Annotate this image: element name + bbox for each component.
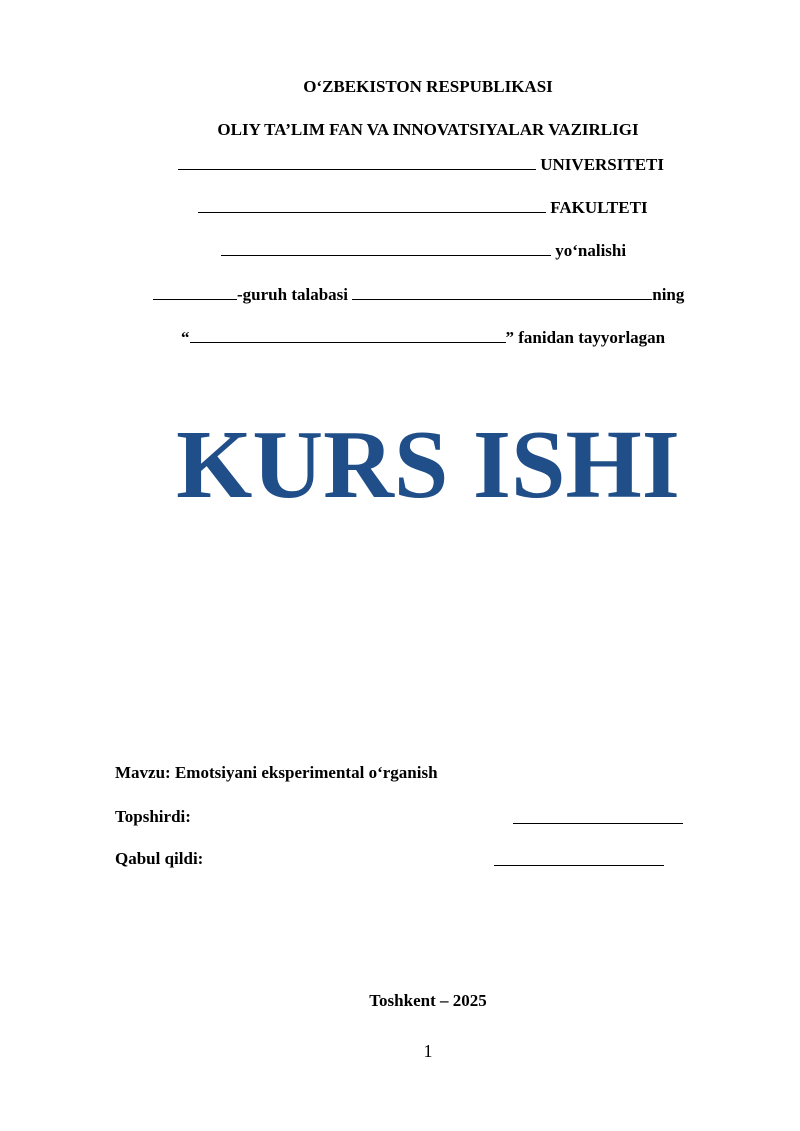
subject-open-quote: “ xyxy=(181,328,190,347)
document-title: KURS ISHI xyxy=(176,411,680,519)
university-line xyxy=(178,152,664,176)
city-year: Toshkent – 2025 xyxy=(369,991,487,1010)
accepted-by-blank xyxy=(494,848,664,866)
student-name-blank xyxy=(352,282,652,300)
country-heading: O‘ZBEKISTON RESPUBLIKASI xyxy=(303,77,553,96)
submitted-by-label: Topshirdi: xyxy=(115,807,191,826)
group-blank xyxy=(153,282,237,300)
group-label: -guruh talabasi xyxy=(237,285,348,304)
university-blank xyxy=(178,152,536,170)
accepted-by-label: Qabul qildi: xyxy=(115,849,204,868)
subject-label: ” fanidan tayyorlagan xyxy=(505,328,666,347)
faculty-label: FAKULTETI xyxy=(550,198,648,217)
subject-blank xyxy=(190,325,506,343)
topic-line: Mavzu: Emotsiyani eksperimental o‘rganish xyxy=(115,763,438,782)
faculty-blank xyxy=(198,195,546,213)
page-number: 1 xyxy=(423,1041,433,1061)
subject-line xyxy=(181,325,665,349)
ministry-heading: OLIY TA’LIM FAN VA INNOVATSIYALAR VAZIRLIGI xyxy=(217,120,639,139)
student-line xyxy=(153,282,684,306)
faculty-line xyxy=(198,195,648,219)
direction-label: yo‘nalishi xyxy=(555,241,627,260)
direction-line xyxy=(221,238,626,262)
university-label: UNIVERSITETI xyxy=(540,155,665,174)
student-suffix: ning xyxy=(652,285,685,304)
submitted-by-blank xyxy=(513,806,683,824)
direction-blank xyxy=(221,238,551,256)
